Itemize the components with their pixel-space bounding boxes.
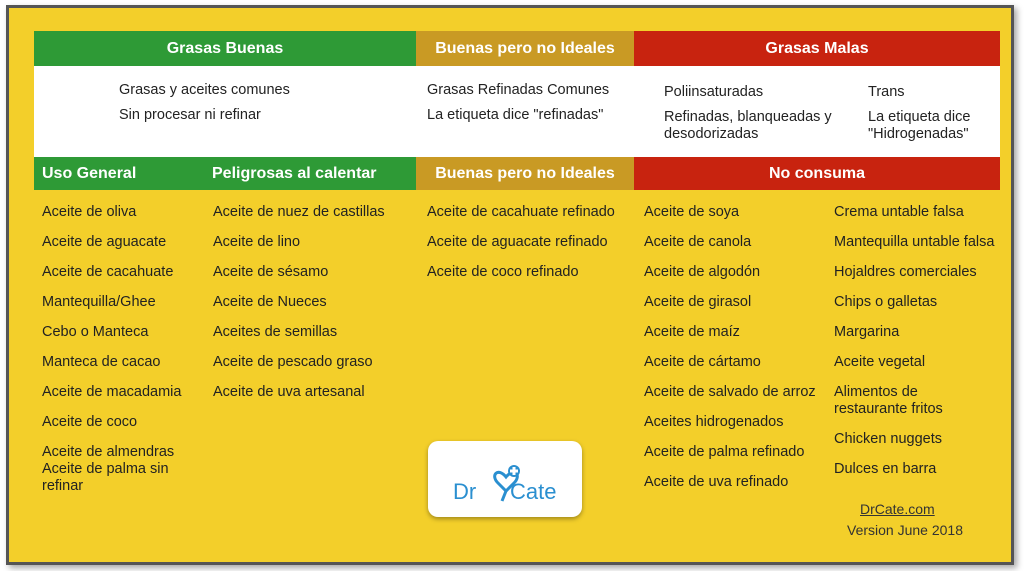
list-ok	[427, 204, 632, 294]
header-bad-fats	[634, 31, 1000, 66]
subheader-dangerous-heated-label: Peligrosas al calentar	[212, 164, 377, 182]
desc-good-1: Grasas y aceites comunes	[119, 82, 290, 98]
list-item: Aceite vegetal	[834, 354, 926, 370]
list-item: Margarina	[834, 324, 900, 340]
list-item: Aceite de canola	[644, 234, 752, 250]
list-item: Aceites de semillas	[213, 324, 338, 340]
list-item: Aceite de cártamo	[644, 354, 761, 370]
list-item: Aceite de uva refinado	[644, 474, 789, 490]
list-item: Aceite de aguacate	[42, 234, 167, 250]
list-item: Aceite de salvado de arroz	[644, 384, 816, 400]
desc-good-2: Sin procesar ni refinar	[119, 107, 261, 123]
list-item: Aceite de almendras	[42, 444, 175, 460]
header-good-fats-label: Grasas Buenas	[166, 39, 284, 57]
logo-text-dr: Dr	[453, 479, 477, 504]
site-link[interactable]: DrCate.com	[860, 501, 935, 517]
list-item: Aceite de maíz	[644, 324, 740, 340]
subheader-general-use	[34, 157, 204, 190]
list-item: Aceites hidrogenados	[644, 414, 784, 430]
header-ok-fats	[416, 31, 634, 66]
list-item: Cebo o Manteca	[42, 324, 149, 340]
list-dangerous-heated	[213, 204, 413, 414]
list-item: Aceite de girasol	[644, 294, 752, 310]
list-item: Aceite de coco	[42, 414, 138, 430]
list-item: Mantequilla/Ghee	[42, 294, 156, 310]
list-item: Hojaldres comerciales	[834, 264, 977, 280]
desc-bad-b1: Trans	[868, 84, 905, 100]
list-item: Aceite de oliva	[42, 204, 137, 220]
desc-bad-b2: La etiqueta dice "Hidrogenadas"	[868, 109, 971, 142]
list-item: Aceite de cacahuate	[42, 264, 174, 280]
list-item: Aceite de Nueces	[213, 294, 327, 310]
list-item: Aceite de soya	[644, 204, 740, 220]
list-item: Aceite de aguacate refinado	[427, 234, 608, 250]
subheader-do-not-consume	[634, 157, 1000, 190]
list-item: Aceite de sésamo	[213, 264, 329, 280]
list-item: Aceite de lino	[213, 234, 301, 250]
list-item: Aceite de palma sin refinar	[42, 461, 169, 494]
list-item: Alimentos de restaurante fritos	[834, 384, 943, 417]
desc-bad-a2: Refinadas, blanqueadas y desodorizadas	[664, 109, 832, 142]
desc-ok-2: La etiqueta dice "refinadas"	[427, 107, 604, 123]
list-item: Aceite de coco refinado	[427, 264, 579, 280]
drcate-logo	[428, 441, 582, 517]
header-bad-fats-label: Grasas Malas	[765, 39, 869, 57]
logo-text-cate: Cate	[510, 479, 557, 504]
list-item: Mantequilla untable falsa	[834, 234, 995, 250]
list-item: Aceite de palma refinado	[644, 444, 805, 460]
list-item: Aceite de nuez de castillas	[213, 204, 385, 220]
list-do-not-consume-1	[644, 204, 832, 504]
list-item: Manteca de cacao	[42, 354, 161, 370]
list-item: Aceite de uva artesanal	[213, 384, 365, 400]
list-item: Dulces en barra	[834, 461, 937, 477]
header-ok-fats-label: Buenas pero no Ideales	[435, 39, 615, 57]
list-item: Aceite de macadamia	[42, 384, 182, 400]
list-do-not-consume-2	[834, 204, 1004, 491]
desc-bad-a1: Poliinsaturadas	[664, 84, 764, 100]
list-item: Chicken nuggets	[834, 431, 943, 447]
list-general-use	[42, 204, 202, 508]
subheader-general-use-label: Uso General	[42, 164, 137, 182]
list-item: Aceite de pescado graso	[213, 354, 373, 370]
list-item: Aceite de cacahuate refinado	[427, 204, 615, 220]
list-item: Aceite de algodón	[644, 264, 761, 280]
header-good-fats	[34, 31, 416, 66]
desc-ok-1: Grasas Refinadas Comunes	[427, 82, 610, 98]
list-item: Crema untable falsa	[834, 204, 964, 220]
version-label: Version June 2018	[847, 522, 963, 538]
subheader-ok-label: Buenas pero no Ideales	[435, 164, 615, 182]
subheader-ok	[416, 157, 634, 190]
list-item: Chips o galletas	[834, 294, 938, 310]
subheader-do-not-consume-label: No consuma	[768, 164, 865, 182]
subheader-dangerous-heated	[204, 157, 416, 190]
